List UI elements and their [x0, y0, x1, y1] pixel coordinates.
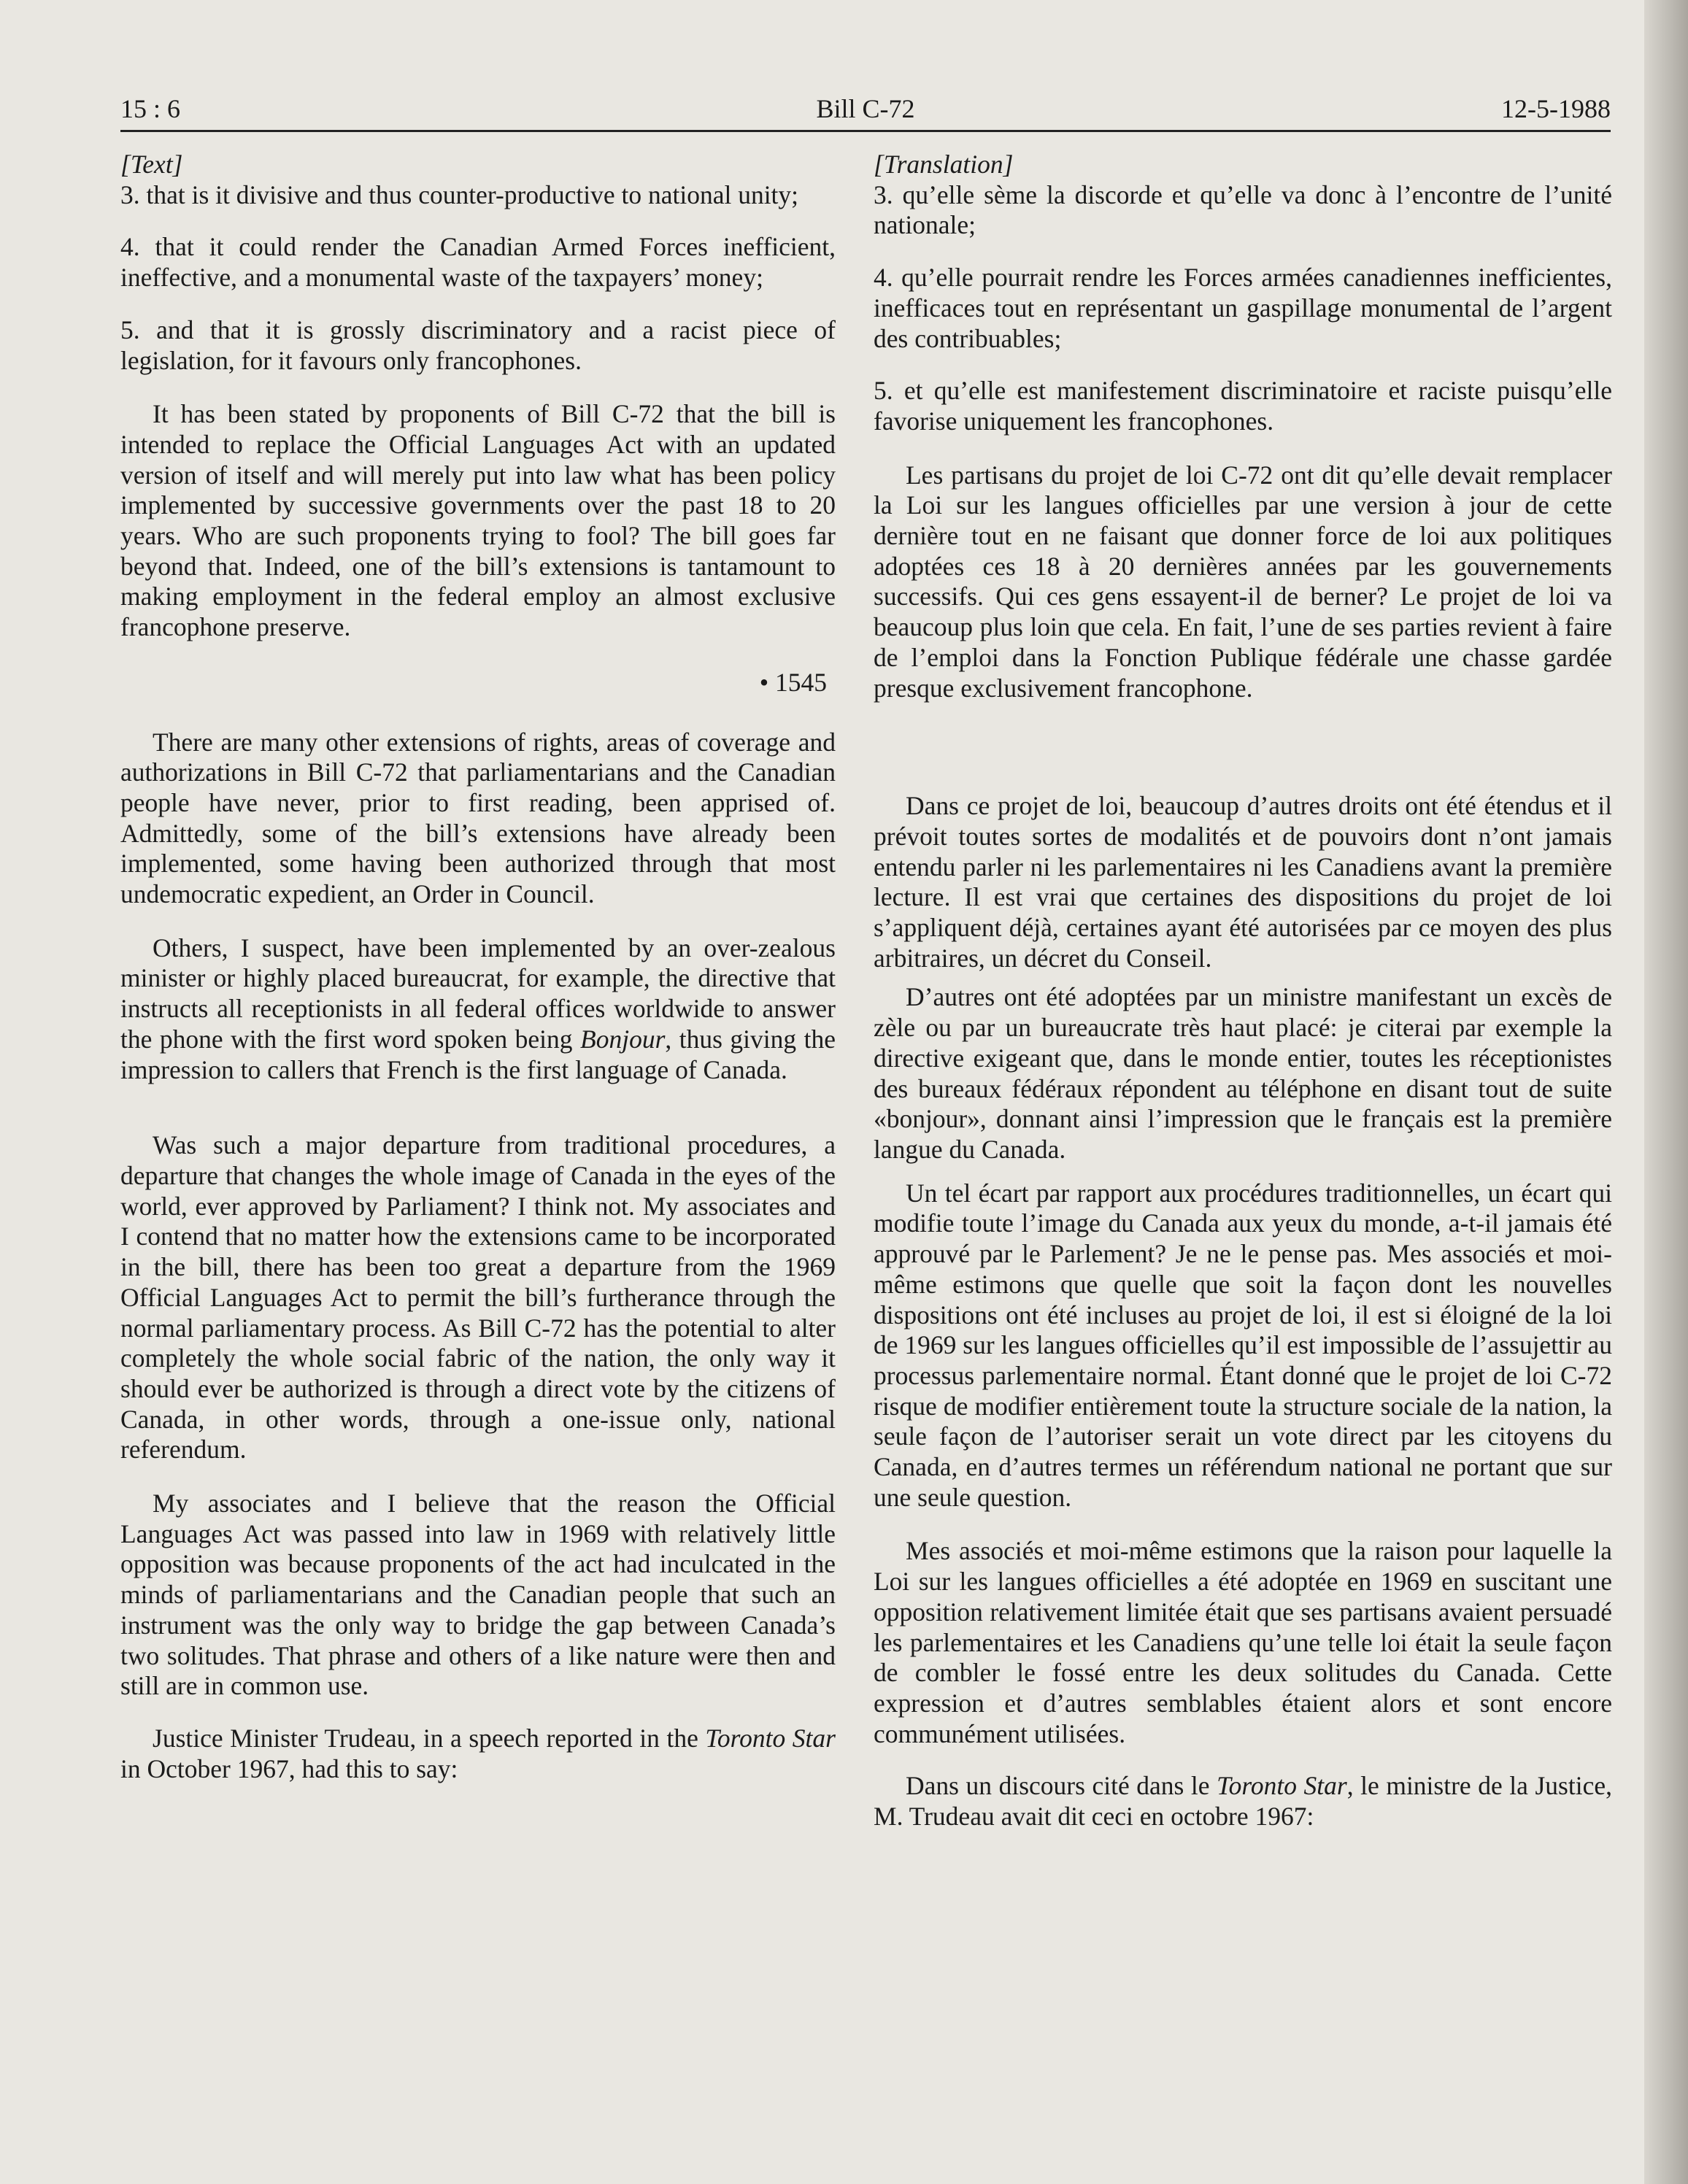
paragraph-4-fr: Un tel écart par rapport aux procédures traditionnelles, un écart qui modifie toute l’image du Canada aux yeux du monde, a-t-il jamais été approuvé par le Parlement? Je ne le pense pas. Mes associés et moi-même estimons que quelle que soit la façon dont les nouvelles dispositions ont été incluses au projet de loi, il est si éloigné de la loi de 1969 sur les langues officielles qu’il est impossible de l’assujettir au processus parlementaire normal. Étant donné que le projet de loi C-72 risque de modifier entièrement toute la structure sociale de la nation, la seule façon de l’autoriser serait un vote direct par les citoyens du Canada, en d’autres termes un référendum national ne portant que sur une seule question.	[874, 1178, 1612, 1512]
paragraph-3-fr: D’autres ont été adoptées par un ministre manifestant un excès de zèle ou par un bureaucrate très haut placé: je citerai par exemple la directive exigeant que, dans le monde entier, toutes les réceptionistes des bureaux fédéraux répondent au téléphone en disant tout de suite «bonjour», donnant ainsi l’impression que le français est la première langue du Canada.	[874, 982, 1612, 1164]
objection-3-fr: 3. qu’elle sème la discorde et qu’elle va donc à l’encontre de l’unité nationale;	[874, 180, 1612, 240]
english-column	[120, 150, 836, 1784]
page-number: 15 : 6	[120, 94, 181, 123]
objection-4: 4. that it could render the Canadian Armed Forces inefficient, ineffective, and a monumental waste of the taxpayers’ money;	[120, 232, 836, 293]
paragraph-5-fr: Mes associés et moi-même estimons que la raison pour laquelle la Loi sur les langues officielles a été adoptée en 1969 en suscitant une opposition relativement limitée était que ses partisans avaient persuadé les parlementaires et les Canadiens qu’une telle loi était la seule façon de combler le fossé entre les deux solitudes du Canada. Cette expression et d’autres semblables étaient alors et sont encore communément utilisées.	[874, 1536, 1612, 1748]
running-header	[120, 86, 1611, 130]
paragraph-3: Others, I suspect, have been implemented by an over-zealous minister or highly placed bureaucrat, for example, the directive that instructs all receptionists in all federal offices worldwide to answer the phone with the first word spoken being Bonjour, thus giving the impression to callers that French is the first language of Canada.	[120, 933, 836, 1084]
text-tag: [Text]	[120, 150, 183, 179]
objection-4-fr: 4. qu’elle pourrait rendre les Forces armées canadiennes inefficientes, inefficaces tout en représentant un gaspillage monumental de l’argent des contribuables;	[874, 263, 1612, 353]
header-date: 12-5-1988	[1501, 94, 1611, 123]
paragraph-1: It has been stated by proponents of Bill C-72 that the bill is intended to replace the Official Languages Act with an updated version of itself and will merely put into law what has been policy implemented by successive governments over the past 18 to 20 years. Who are such proponents trying to fool? The bill goes far beyond that. Indeed, one of the bill’s extensions is tantamount to making employment in the federal employ an almost exclusive francophone preserve.	[120, 399, 836, 642]
time-marker: • 1545	[759, 667, 827, 697]
paragraph-2-fr: Dans ce projet de loi, beaucoup d’autres droits ont été étendus et il prévoit toutes sortes de modalités et de pouvoirs dont n’ont jamais entendu parler ni les parlementaires ni les Canadiens avant la première lecture. Il est vrai que certaines des dispositions du projet de loi s’appliquent déjà, certaines ayant été autorisées par ce moyen des plus arbitraires, un décret du Conseil.	[874, 791, 1612, 973]
paragraph-6-fr: Dans un discours cité dans le Toronto Star, le ministre de la Justice, M. Trudeau avait dit ceci en octobre 1967:	[874, 1771, 1612, 1832]
header-rule	[120, 130, 1611, 132]
paragraph-2: There are many other extensions of rights, areas of coverage and authorizations in Bill C-72 that parliamentarians and the Canadian people have never, prior to first reading, been apprised of. Admittedly, some of the bill’s extensions have already been implemented, some having been authorized through that most undemocratic expedient, an Order in Council.	[120, 727, 836, 909]
page-edge-shadow	[1644, 0, 1688, 2184]
paragraph-4: Was such a major departure from traditional procedures, a departure that changes the whole image of Canada in the eyes of the world, ever approved by Parliament? I think not. My associates and I contend that no matter how the extensions came to be incorporated in the bill, there has been too great a departure from the 1969 Official Languages Act to permit the bill’s furtherance through the normal parliamentary process. As Bill C-72 has the potential to alter completely the whole social fabric of the nation, the only way it should ever be authorized is through a direct vote by the citizens of Canada, in other words, through a one-issue only, national referendum.	[120, 1130, 836, 1465]
french-column	[874, 150, 1612, 1832]
paragraph-1-fr: Les partisans du projet de loi C-72 ont dit qu’elle devait remplacer la Loi sur les langues officielles par une version à jour de cette dernière tout en ne faisant que donner force de loi aux politiques adoptées ces 18 à 20 dernières années par les gouvernements successifs. Qui ces gens essayent-il de berner? Le projet de loi va beaucoup plus loin que cela. En fait, l’une de ses parties revient à faire de l’emploi dans la Fonction Publique fédérale une chasse gardée presque exclusivement francophone.	[874, 460, 1612, 703]
bonjour-emphasis: Bonjour	[580, 1024, 666, 1054]
objection-5: 5. and that it is grossly discriminatory and a racist piece of legislation, for it favours only francophones.	[120, 315, 836, 375]
paragraph-5: My associates and I believe that the reason the Official Languages Act was passed into law in 1969 with relatively little opposition was because proponents of the act had inculcated in the minds of parliamentarians and the Canadian people that such an instrument was the only way to bridge the gap between Canada’s two solitudes. That phrase and others of a like nature were then and still are in common use.	[120, 1489, 836, 1701]
paragraph-6: Justice Minister Trudeau, in a speech reported in the Toronto Star in October 1967, had this to say:	[120, 1723, 836, 1783]
newspaper-name: Toronto Star	[705, 1723, 836, 1753]
objection-5-fr: 5. et qu’elle est manifestement discriminatoire et raciste puisqu’elle favorise uniquement les francophones.	[874, 376, 1612, 436]
newspaper-name-fr: Toronto Star	[1217, 1771, 1347, 1801]
bill-title: Bill C-72	[816, 94, 915, 123]
objection-3: 3. that is it divisive and thus counter-productive to national unity;	[120, 180, 799, 209]
translation-tag: [Translation]	[874, 150, 1014, 179]
